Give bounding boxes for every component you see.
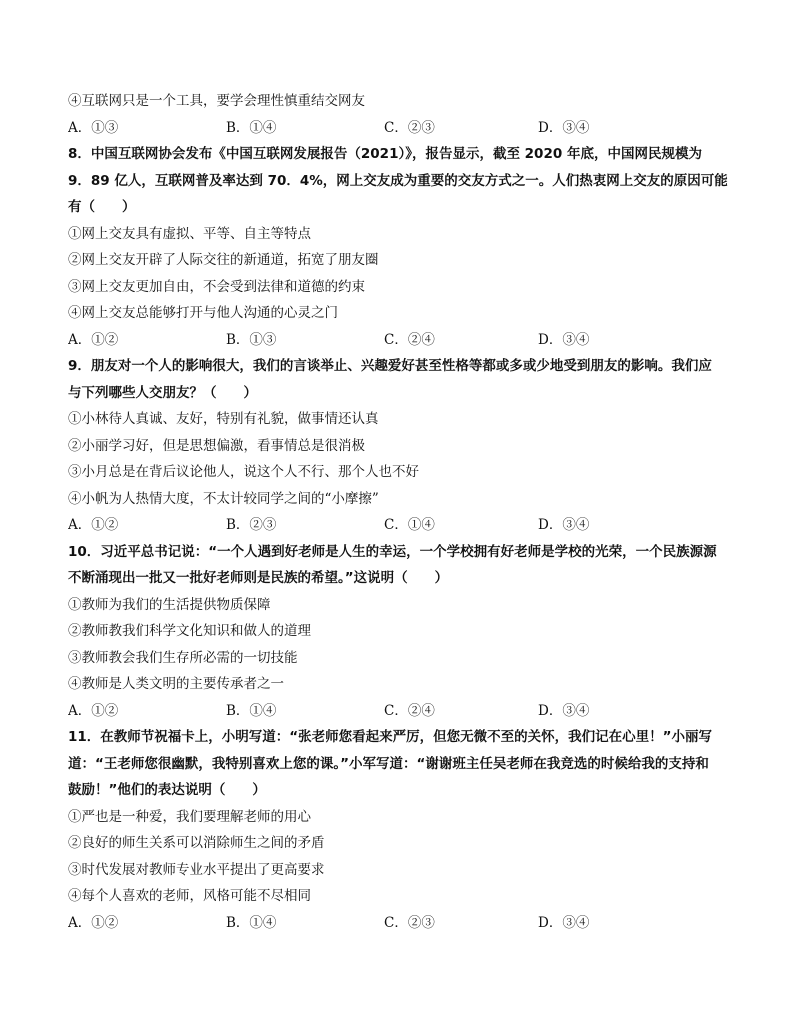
q8-option-a[interactable]: A．①② <box>68 331 119 348</box>
question-10 <box>68 539 728 725</box>
q11-stem-line: 11．在教师节祝福卡上，小明写道：“张老师您看起来严厉，但您无微不至的关怀，我们记在心里！”小丽写 <box>68 729 713 745</box>
q10-item-3: ③教师教会我们生存所必需的一切技能 <box>68 649 298 666</box>
q9-item-1: ①小林待人真诚、友好，特别有礼貌，做事情还认真 <box>68 411 379 427</box>
q10-options <box>68 698 728 725</box>
q9-item-3: ③小月总是在背后议论他人，说这个人不行、那个人也不好 <box>68 464 419 480</box>
q11-item-1: ①严也是一种爱，我们要理解老师的用心 <box>68 808 311 825</box>
q10-option-b[interactable]: B．①④ <box>226 702 277 719</box>
q7-option-a[interactable]: A．①③ <box>68 119 119 136</box>
q7-item-4: ④互联网只是一个工具，要学会理性慎重结交网友 <box>68 93 365 109</box>
question-8 <box>68 141 728 353</box>
q8-item-2: ②网上交友开辟了人际交往的新通道，拓宽了朋友圈 <box>68 252 379 268</box>
q10-item-1: ①教师为我们的生活提供物质保障 <box>68 596 271 613</box>
q10-item-2: ②教师教我们科学文化知识和做人的道理 <box>68 623 311 639</box>
q10-option-d[interactable]: D．③④ <box>538 702 590 719</box>
q11-item-3: ③时代发展对教师专业水平提出了更高要求 <box>68 861 325 878</box>
q8-stem-line: 9．89 亿人，互联网普及率达到 70．4%，网上交友成为重要的交友方式之一。人们热衷网上交友的原因可能 <box>68 172 728 189</box>
q8-stem-line: 8．中国互联网协会发布《中国互联网发展报告（2021）》，报告显示，截至 2020 年底，中国网民规模为 <box>68 146 702 162</box>
q8-item-4: ④网上交友总能够打开与他人沟通的心灵之门 <box>68 305 338 321</box>
question-7-tail <box>68 88 728 141</box>
q9-item-2: ②小丽学习好，但是思想偏激，看事情总是很消极 <box>68 437 365 454</box>
q9-stem-line: 9．朋友对一个人的影响很大，我们的言谈举止、兴趣爱好甚至性格等都或多或少地受到朋友的影响。我们应 <box>68 358 712 374</box>
q11-item-2: ②良好的师生关系可以消除师生之间的矛盾 <box>68 835 325 851</box>
q10-stem-line: 不断涌现出一批又一批好老师则是民族的希望。”这说明（ ） <box>68 570 449 586</box>
q8-option-b[interactable]: B．①③ <box>226 331 277 348</box>
q9-item-4: ④小帆为人热情大度，不太计较同学之间的“小摩擦” <box>68 490 379 507</box>
q11-options <box>68 910 728 937</box>
question-11 <box>68 724 728 936</box>
q9-options <box>68 512 728 539</box>
question-9 <box>68 353 728 539</box>
q8-option-d[interactable]: D．③④ <box>538 331 590 348</box>
q9-option-d[interactable]: D．③④ <box>538 517 590 533</box>
q9-option-a[interactable]: A．①② <box>68 517 119 533</box>
exam-page <box>68 88 728 936</box>
q11-option-a[interactable]: A．①② <box>68 914 119 931</box>
q9-option-c[interactable]: C．①④ <box>384 517 435 533</box>
q10-option-c[interactable]: C．②④ <box>384 702 435 719</box>
q10-stem-line: 10．习近平总书记说：“一个人遇到好老师是人生的幸运，一个学校拥有好老师是学校的光荣，一个民族源源 <box>68 543 717 560</box>
q8-item-3: ③网上交友更加自由，不会受到法律和道德的约束 <box>68 278 365 295</box>
q9-option-b[interactable]: B．②③ <box>226 517 277 533</box>
q8-stem-line: 有（ ） <box>68 199 136 215</box>
q8-item-1: ①网上交友具有虚拟、平等、自主等特点 <box>68 225 311 242</box>
q7-option-b[interactable]: B．①④ <box>226 119 277 136</box>
q10-item-4: ④教师是人类文明的主要传承者之一 <box>68 676 284 692</box>
q7-option-d[interactable]: D．③④ <box>538 119 590 136</box>
q11-option-b[interactable]: B．①④ <box>226 914 277 931</box>
q7-option-c[interactable]: C．②③ <box>384 119 435 136</box>
q10-option-a[interactable]: A．①② <box>68 702 119 719</box>
q8-options <box>68 327 728 354</box>
q8-option-c[interactable]: C．②④ <box>384 331 435 348</box>
q11-item-4: ④每个人喜欢的老师，风格可能不尽相同 <box>68 888 311 904</box>
q7-options <box>68 115 728 142</box>
q11-option-c[interactable]: C．②③ <box>384 914 435 931</box>
q11-stem-line: 道：“王老师您很幽默，我特别喜欢上您的课。”小军写道：“谢谢班主任吴老师在我竞选的时候给我的支持和 <box>68 755 709 772</box>
q11-stem-line: 鼓励！”他们的表达说明（ ） <box>68 782 266 798</box>
q9-stem-line: 与下列哪些人交朋友？（ ） <box>68 384 257 401</box>
q11-option-d[interactable]: D．③④ <box>538 914 590 931</box>
